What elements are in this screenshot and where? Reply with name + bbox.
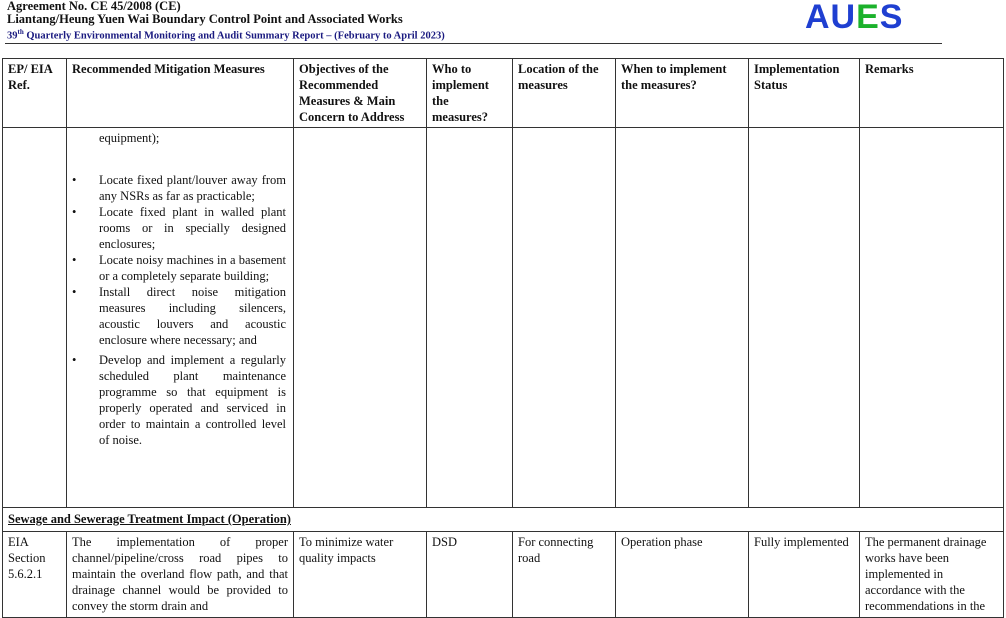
measure-cell: The implementation of proper channel/pipeline/cross road pipes to maintain the overland flow path, and that drainage channel would be provided to convey the storm drain and [67, 532, 294, 618]
section-header-row [3, 508, 1004, 532]
col-header-who: Who to implement the measures? [427, 59, 513, 128]
section-title: Sewage and Sewerage Treatment Impact (Operation) [3, 508, 1004, 532]
aues-logo: AUES [805, 0, 904, 36]
list-item: • Locate fixed plant in walled plant rooms or in specially designed enclosures; [72, 205, 286, 251]
report-title: 39th Quarterly Environmental Monitoring and Audit Summary Report – (February to April 2023) [7, 28, 445, 42]
bullet-icon: • [72, 173, 77, 187]
status-cell: Fully implemented [749, 532, 860, 618]
bullet-icon: • [72, 253, 77, 267]
location-cell: For connecting road [513, 532, 616, 618]
header-divider [5, 43, 942, 44]
when-cell: Operation phase [616, 532, 749, 618]
col-header-when: When to implement the measures? [616, 59, 749, 128]
agreement-number: Agreement No. CE 45/2008 (CE) [7, 0, 181, 13]
ref-cell: EIA Section 5.6.2.1 [3, 532, 67, 618]
bullet-icon: • [72, 285, 77, 299]
objective-cell: To minimize water quality impacts [294, 532, 427, 618]
table-row [3, 532, 1004, 618]
project-title: Liantang/Heung Yuen Wai Boundary Control Point and Associated Works [7, 12, 403, 26]
continued-text: equipment); [99, 131, 160, 145]
mitigation-measures-table [2, 58, 1004, 618]
measures-list [72, 172, 288, 448]
who-cell: DSD [427, 532, 513, 618]
list-item: • Locate fixed plant/louver away from any NSRs as far as practicable; [72, 173, 286, 203]
document-header [7, 0, 445, 43]
table-row [3, 128, 1004, 508]
col-header-location: Location of the measures [513, 59, 616, 128]
col-header-objectives: Objectives of the Recommended Measures & Main Concern to Address [294, 59, 427, 128]
col-header-ref: EP/ EIA Ref. [3, 59, 67, 128]
col-header-status: Implementation Status [749, 59, 860, 128]
col-header-measures: Recommended Mitigation Measures [67, 59, 294, 128]
list-item: • Locate noisy machines in a basement or a completely separate building; [72, 253, 286, 283]
col-header-remarks: Remarks [860, 59, 1004, 128]
bullet-icon: • [72, 353, 77, 367]
list-item: • Install direct noise mitigation measures including silencers, acoustic louvers and acoustic enclosure where necessary; and [72, 285, 286, 347]
remarks-cell: The permanent drainage works have been implemented in accordance with the recommendations in the [860, 532, 1004, 618]
bullet-icon: • [72, 205, 77, 219]
table-header-row [3, 59, 1004, 128]
measures-cell [67, 128, 294, 508]
list-item: • Develop and implement a regularly scheduled plant maintenance programme so that equipment is properly operated and serviced in order to maintain a controlled level of noise. [72, 353, 286, 447]
